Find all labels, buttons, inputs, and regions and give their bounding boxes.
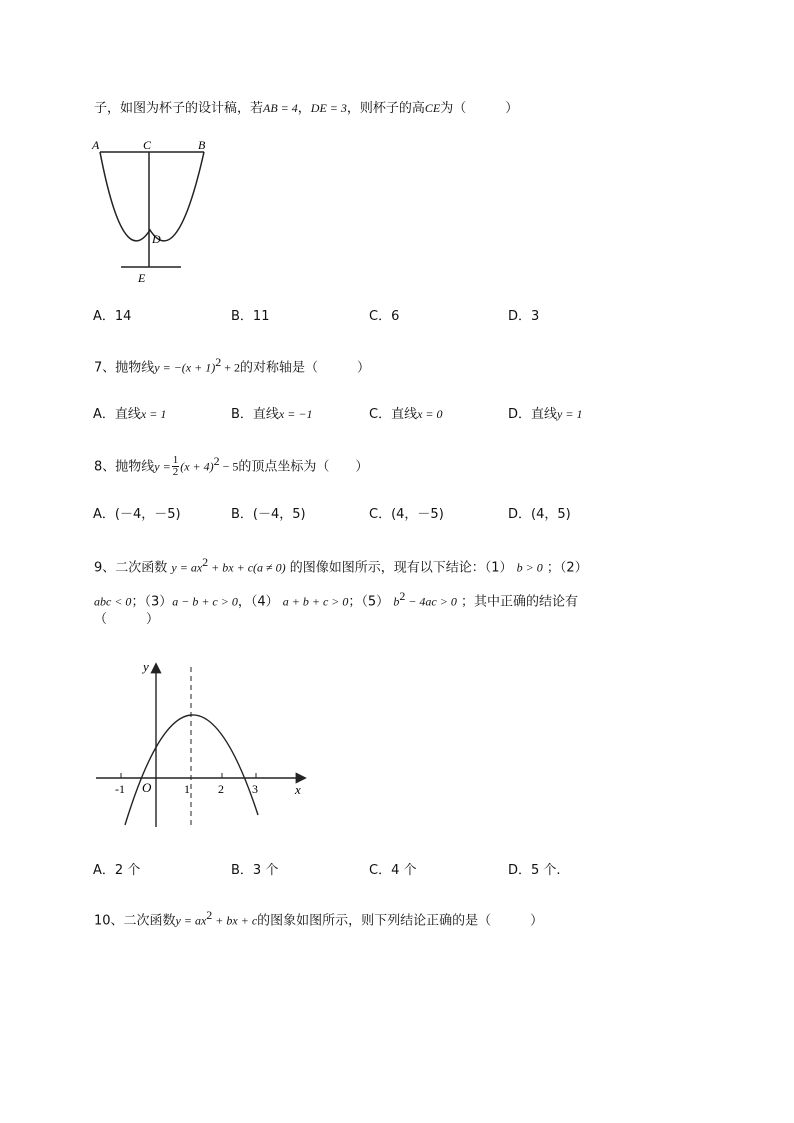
q8-option-b[interactable]: B．(－4，5) [231, 507, 306, 522]
q8-stem: 8、抛物线y = $\frac{1}{2}$ $(x + 4)^2 - 5$的顶点坐标为（ ） [94, 454, 369, 479]
q7-option-a[interactable]: A．直线x = 1 [93, 407, 167, 422]
tick-label-3: 3 [252, 782, 258, 796]
parabola-graph [90, 655, 315, 835]
q7-option-b[interactable]: B．直线x = −1 [231, 407, 313, 422]
cup-figure [88, 132, 218, 287]
q9-option-a[interactable]: A．2 个 [93, 863, 141, 878]
q9-option-c[interactable]: C．4 个 [369, 863, 417, 878]
q8-option-c[interactable]: C．(4，－5) [369, 507, 444, 522]
q6-stem: 子，如图为杯子的设计稿，若AB = 4，DE = 3，则杯子的高CE为（ ） [94, 101, 519, 116]
cup-curve [100, 152, 204, 241]
q7-option-d[interactable]: D．直线y = 1 [508, 407, 583, 422]
tick-label-2: 2 [218, 782, 224, 796]
label-d: D [152, 232, 161, 246]
label-b: B [198, 138, 206, 152]
q6-option-a[interactable]: A．14 [93, 309, 132, 324]
q8-option-a[interactable]: A．(－4，－5) [93, 507, 181, 522]
q7-stem: 7、抛物线$y = -(x + 1)^2 + 2$的对称轴是（ ） [94, 355, 371, 376]
y-axis-label: y [143, 659, 149, 674]
q10-stem: 10、二次函数$y = ax^2$ + bx + c的图象如图所示，则下列结论正确的是（ ） [94, 908, 544, 929]
q6-option-d[interactable]: D．3 [508, 309, 540, 324]
q9-stem-line1: 9、二次函数 $y = ax^2$ + bx + c(a ≠ 0) 的图像如图所示，现有以下结论：（1） b > 0 ；（2） [94, 555, 588, 576]
q9-option-b[interactable]: B．3 个 [231, 863, 279, 878]
label-c: C [143, 138, 152, 152]
q6-option-c[interactable]: C．6 [369, 309, 400, 324]
x-axis-label: x [295, 782, 301, 797]
q9-stem-line2: abc < 0；（3）a − b + c > 0，（4） a + b + c > 0；（5） $b^2 - 4ac > 0$ ；其中正确的结论有 [94, 589, 578, 610]
label-a: A [92, 138, 100, 152]
q7-option-c[interactable]: C．直线x = 0 [369, 407, 443, 422]
q9-option-d[interactable]: D．5 个. [508, 863, 561, 878]
q6-option-b[interactable]: B．11 [231, 309, 270, 324]
q8-option-d[interactable]: D．(4，5) [508, 507, 571, 522]
fraction: $\frac{1}{2}$ [172, 454, 179, 479]
tick-label-neg1: -1 [115, 782, 125, 796]
origin-label: O [142, 780, 152, 795]
tick-label-1: 1 [184, 782, 190, 796]
q9-stem-line3: （ ） [94, 612, 160, 627]
label-e: E [138, 271, 146, 285]
